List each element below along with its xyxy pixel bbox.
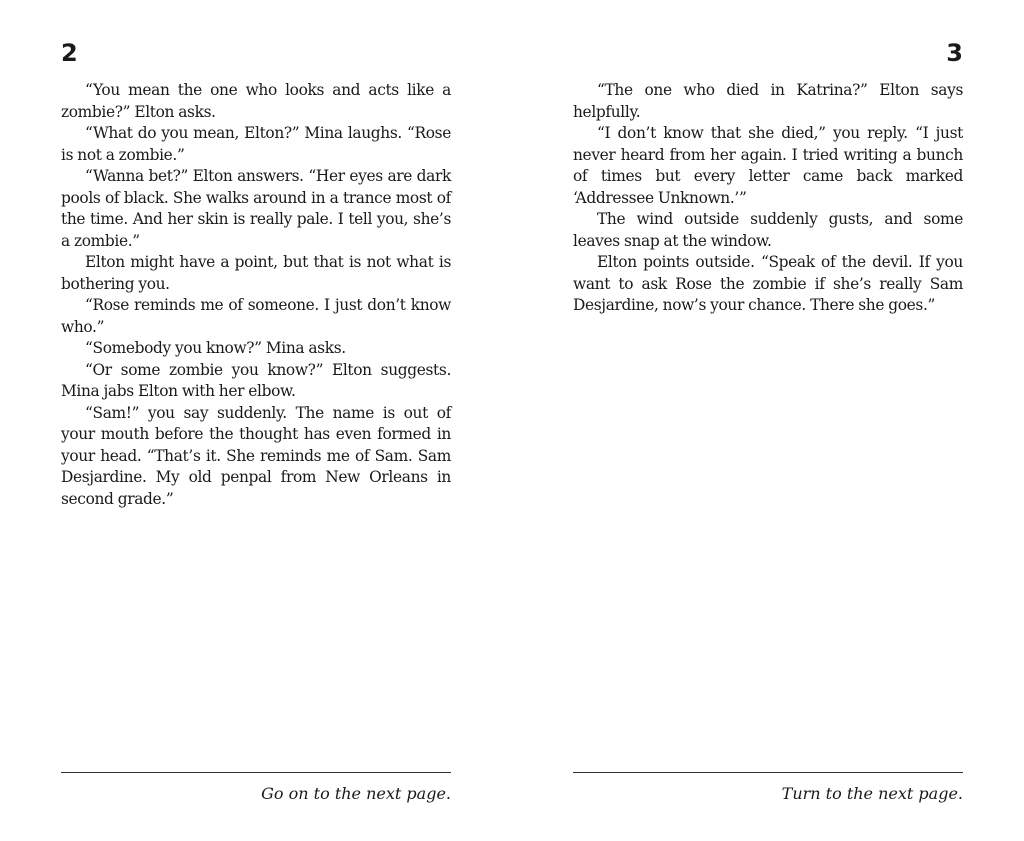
page-body xyxy=(573,80,963,317)
page-footer xyxy=(61,772,451,804)
left-page xyxy=(61,36,451,816)
paragraph: “I don’t know that she died,” you reply. “I just never heard from her again. I tried writing a bunch of times but every letter came back marked ‘Addressee Unknown.’” xyxy=(573,124,963,207)
paragraph: “Wanna bet?” Elton answers. “Her eyes are dark pools of black. She walks around in a trance most of the time. And her skin is really pale. I tell you, she’s a zombie.” xyxy=(61,167,451,250)
paragraph: “Rose reminds me of someone. I just don’t know who.” xyxy=(61,296,451,336)
next-page-prompt: Turn to the next page. xyxy=(781,784,963,803)
paragraph: Elton might have a point, but that is not what is bothering you. xyxy=(61,253,451,293)
paragraph: The wind outside suddenly gusts, and some leaves snap at the window. xyxy=(573,210,963,250)
next-page-prompt: Go on to the next page. xyxy=(261,784,451,803)
page-body xyxy=(61,80,451,510)
paragraph: “Somebody you know?” Mina asks. xyxy=(85,339,346,357)
paragraph: “The one who died in Katrina?” Elton says helpfully. xyxy=(573,81,963,121)
footer-divider xyxy=(61,772,451,773)
right-page xyxy=(573,36,963,816)
page-number: 2 xyxy=(61,39,78,67)
paragraph: “Or some zombie you know?” Elton suggests. Mina jabs Elton with her elbow. xyxy=(61,360,451,400)
paragraph: “What do you mean, Elton?” Mina laughs. “Rose is not a zombie.” xyxy=(61,124,451,164)
page-number: 3 xyxy=(946,39,963,67)
paragraph: “You mean the one who looks and acts like a zombie?” Elton asks. xyxy=(61,81,451,121)
footer-divider xyxy=(573,772,963,773)
page-footer xyxy=(573,772,963,804)
paragraph: “Sam!” you say suddenly. The name is out of your mouth before the thought has even formed in your head. “That’s it. She reminds me of Sam. Sam Desjardine. My old penpal from New Orleans in second grade.” xyxy=(61,403,451,508)
paragraph: Elton points outside. “Speak of the devil. If you want to ask Rose the zombie if she’s really Sam Desjardine, now’s your chance. There she goes.” xyxy=(573,253,963,314)
